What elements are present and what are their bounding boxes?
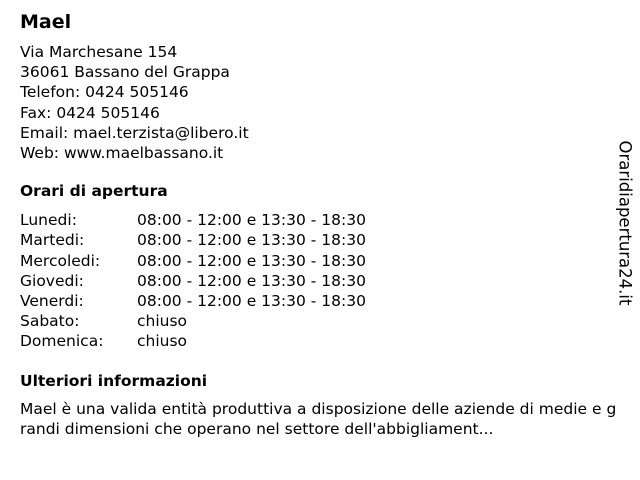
day-label: Domenica: [20,332,104,351]
address-city: 36061 Bassano del Grappa [20,63,230,82]
day-label: Venerdi: [20,292,84,311]
day-label: Mercoledi: [20,251,101,270]
hours-row-saturday [20,311,620,331]
business-card [20,8,620,439]
hours-value: 08:00 - 12:00 e 13:30 - 18:30 [137,251,366,270]
business-name: Mael [20,11,72,33]
additional-info-text: Mael è una valida entità produttiva a disposizione delle aziende di medie e grandi dimensioni che operano nel settore dell'abbigliament... [20,399,617,438]
phone-number: Telefon: 0424 505146 [20,83,189,102]
hours-value: 08:00 - 12:00 e 13:30 - 18:30 [137,271,366,290]
additional-info-heading: Ulteriori informazioni [20,371,208,390]
hours-row-monday [20,210,620,230]
day-label: Giovedi: [20,271,84,290]
hours-value: chiuso [137,312,188,331]
hours-value: 08:00 - 12:00 e 13:30 - 18:30 [137,292,366,311]
hours-row-thursday [20,271,620,291]
hours-row-wednesday [20,251,620,271]
hours-row-tuesday [20,230,620,250]
hours-value: 08:00 - 12:00 e 13:30 - 18:30 [137,211,366,230]
day-label: Martedi: [20,231,85,250]
email-address: Email: mael.terzista@libero.it [20,123,249,142]
contact-block [20,42,620,163]
address-street: Via Marchesane 154 [20,43,178,61]
fax-number: Fax: 0424 505146 [20,103,160,122]
watermark-text: Oraridiapertura24.it [615,140,635,305]
hours-row-sunday [20,331,620,351]
site-watermark [610,135,638,310]
hours-value: chiuso [137,332,188,351]
opening-hours-heading: Orari di apertura [20,182,168,201]
hours-row-friday [20,291,620,311]
opening-hours-list [20,210,620,351]
hours-value: 08:00 - 12:00 e 13:30 - 18:30 [137,231,366,250]
website: Web: www.maelbassano.it [20,144,224,163]
day-label: Sabato: [20,312,80,331]
day-label: Lunedi: [20,211,77,230]
